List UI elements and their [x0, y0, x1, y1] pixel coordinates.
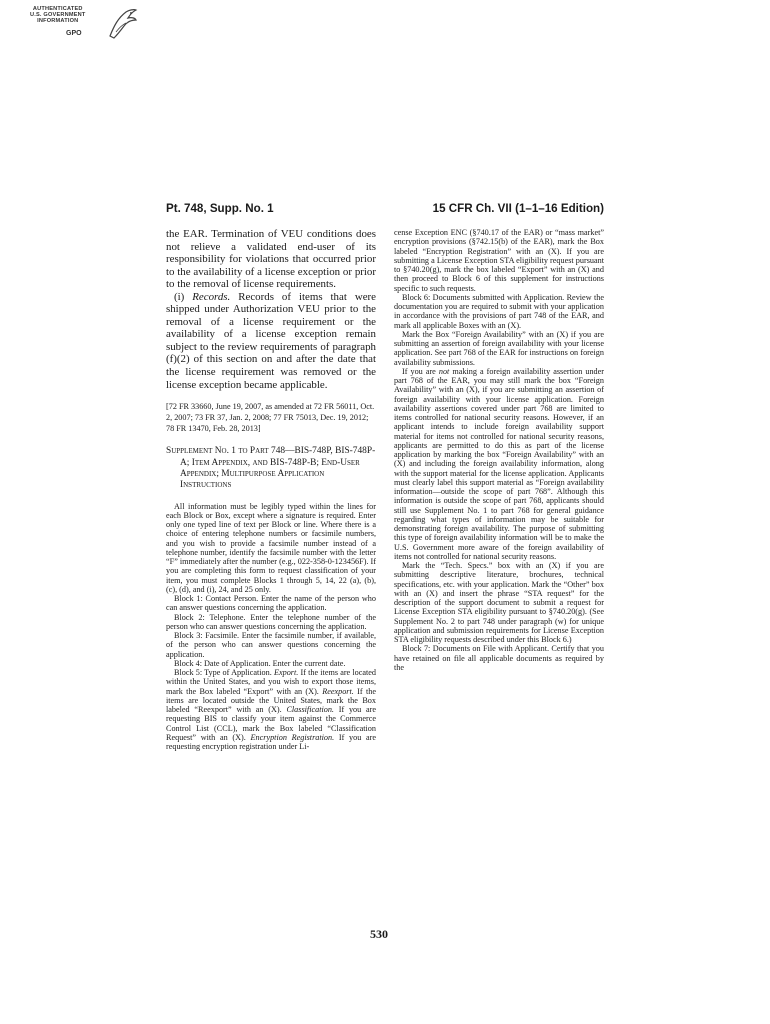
- citation: [72 FR 33660, June 19, 2007, as amended at 72 FR 56011, Oct. 2, 2007; 73 FR 37, Jan. 2, 2008; 77 FR 75013, Dec. 19, 2012; 78 FR 13470, Feb. 28, 2013]: [166, 402, 375, 434]
- header-title-edition: 15 CFR Ch. VII (1–1–16 Edition): [432, 202, 604, 215]
- page-number: 530: [370, 927, 388, 941]
- left-column: [166, 228, 376, 751]
- running-header: [166, 202, 604, 218]
- instructions-text-continued: [394, 228, 604, 672]
- gpo-authentication-logo: [30, 6, 140, 46]
- paragraph-foreign-availability: If you are not making a foreign availability assertion under part 768 of the EAR, you may still mark the box “Foreign Availability” with an (X), if you are submitting an assertion of foreign availability with your license application. Foreign availability assertions covered under part 768 are limited to items controlled for national security reasons. However, if an applicant intends to include foreign availability support material for items not controlled for national security reasons, applicants are permitted to do this as part of the license application by marking the box “Foreign Availability” with an (X) and including the foreign availability information, along with the support material for the license application. Applicants must clearly label this support material as “Foreign availability information—outside the scope of part 768”. Although this information is outside the scope of part 768, applicants should still use Supplement No. 1 to part 768 for general guidance regarding what types of information may be suitable for demonstrating foreign availability. The purpose of submitting this type of foreign availability information will be to make the U.S. Government more aware of the foreign availability of items not controlled for national security reasons.: [394, 366, 604, 561]
- paragraph: Block 4: Date of Application. Enter the current date.: [174, 658, 346, 668]
- paragraph: Mark the “Tech. Specs.” box with an (X) if you are submitting descriptive literature, brochures, technical specifications, etc. with your application. Mark the “Other” box with an (X) and insert the phrase “STA request” for the description of the support document to submit a request for License Exception STA eligibility pursuant to §740.20(g). (See Supplement No. 2 to part 748 under paragraph (w) for unique application and submission requirements for License Exception STA eligibility requests described under this Block 6.): [394, 561, 604, 644]
- paragraph: Block 2: Telephone. Enter the telephone number of the person who can answer questions concerning the application.: [166, 612, 376, 631]
- paragraph: Mark the Box “Foreign Availability” with an (X) if you are submitting an assertion of foreign availability with your license application. See part 768 of the EAR for instructions on foreign availability submissions.: [394, 329, 604, 367]
- paragraph: Block 7: Documents on File with Applicant. Certify that you have retained on file all applicable documents as required by the: [394, 644, 604, 672]
- logo-gpo-word: GPO: [66, 30, 82, 37]
- paragraph: cense Exception ENC (§740.17 of the EAR) or “mass market” encryption provisions (§742.15(b) of the EAR), mark the Box labeled “Encryption Registration” with an (X). If you are submitting a License Exception STA eligibility request pursuant to §740.20(g), mark the box labeled “Export” with an (X) and then proceed to Block 6 of this supplement for instructions specific to such requests.: [394, 228, 604, 293]
- paragraph-block-5: Block 5: Type of Application. Export. If the items are located within the United States, and you wish to export those items, mark the Box labeled “Export” with an (X). Reexport. If the items are located outside the United States, mark the Box labeled “Reexport” with an (X). Classification. If you are requesting BIS to classify your item against the Commerce Control List (CCL), mark the Box labeled “Classification Request” with an (X). Encryption Registration. If you are requesting encryption registration under Li-: [166, 668, 376, 752]
- paragraph: Block 1: Contact Person. Enter the name of the person who can answer questions concerning the application.: [166, 594, 376, 613]
- paragraph: Block 3: Facsimile. Enter the facsimile number, if available, of the person who can answer questions concerning the application.: [166, 631, 376, 659]
- instructions-text: [166, 502, 376, 752]
- veu-section-text: [166, 228, 376, 391]
- paragraph: the EAR. Termination of VEU conditions does not relieve a validated end-user of its responsibility for violations that occurred prior to the availability of a license exception or prior to the removal of license requirements.: [166, 228, 376, 291]
- records-paragraph: (i) Records. Records of items that were shipped under Authorization VEU prior to the removal of a license requirement or the availability of a license exception remain subject to the review requirements of paragraph (f)(2) of this section on and after the date that the license requirement was removed or the license exception became applicable.: [166, 290, 376, 391]
- eagle-icon: [104, 6, 138, 42]
- logo-text: AUTHENTICATED U.S. GOVERNMENT INFORMATION: [30, 6, 86, 25]
- right-column: [394, 228, 604, 672]
- supplement-heading: Supplement No. 1 to Part 748—BIS-748P, BIS-748P-A; Item Appendix, and BIS-748P-B; End-User Appendix; Multipurpose Application Instructions: [166, 446, 376, 491]
- paragraph: Block 6: Documents submitted with Application. Review the documentation you are required to submit with your application in accordance with the provisions of part 748 of the EAR, and mark all applicable Boxes with an (X).: [394, 292, 604, 330]
- paragraph: All information must be legibly typed within the lines for each Block or Box, except where a signature is required. Enter only one typed line of text per Block or line. Where there is a choice of entering telephone numbers or facsimile numbers, and you wish to provide a facsimile number instead of a telephone number, identify the facsimile number with the letter “F” immediately after the number (e.g., 022-358-0-123456F). If you are completing this form to request classification of your item, you must complete Blocks 1 through 5, 14, 22 (a), (b), (c), (d), and (i), 24, and 25 only.: [166, 501, 376, 594]
- header-part-label: Pt. 748, Supp. No. 1: [166, 202, 274, 215]
